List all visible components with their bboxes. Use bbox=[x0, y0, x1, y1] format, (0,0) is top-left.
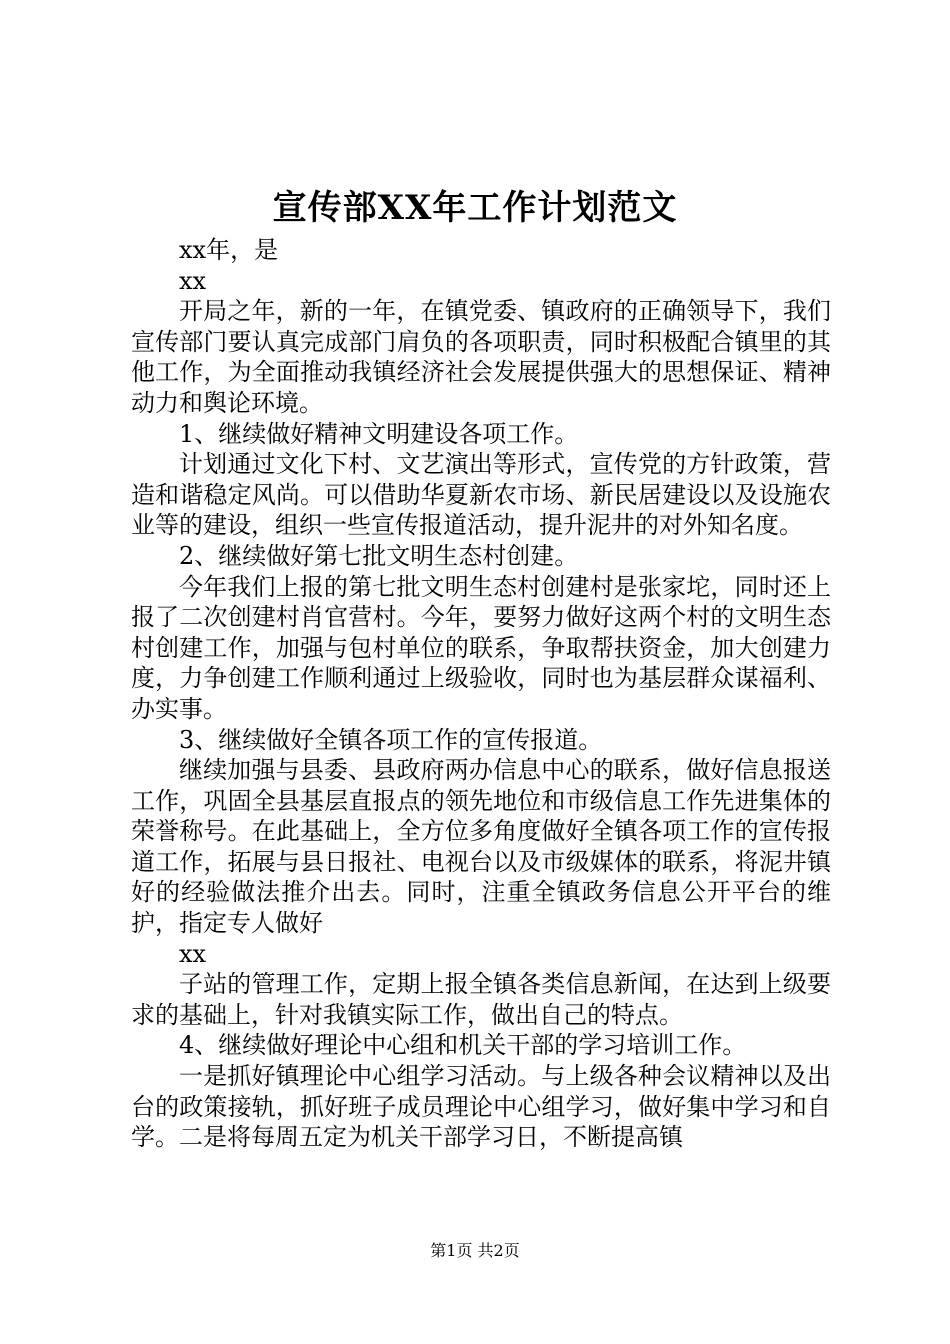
document-title: 宣传部XX年工作计划范文 bbox=[272, 188, 678, 228]
document-body bbox=[131, 235, 831, 1153]
section-heading: 4、继续做好理论中心组和机关干部的学习培训工作。 bbox=[179, 1031, 747, 1060]
paragraph: xx年，是 bbox=[179, 236, 279, 264]
page-footer: 第1页 共2页 bbox=[430, 1241, 520, 1260]
paragraph: xx bbox=[179, 266, 207, 295]
section-heading: 3、继续做好全镇各项工作的宣传报道。 bbox=[179, 725, 603, 754]
paragraph: xx bbox=[179, 939, 207, 968]
paragraph: 一是抓好镇理论中心组学习活动。与上级各种会议精神以及出台的政策接轨，抓好班子成员理论中心组学习，做好集中学习和自学。二是将每周五定为机关干部学习日，不断提高镇 bbox=[131, 1062, 831, 1152]
paragraph: 今年我们上报的第七批文明生态村创建村是张家坨，同时还上报了二次创建村肖官营村。今年，要努力做好这两个村的文明生态村创建工作，加强与包村单位的联系，争取帮扶资金，加大创建力度，力争创建工作顺利通过上级验收，同时也为基层群众谋福利、办实事。 bbox=[131, 572, 831, 723]
paragraph: 继续加强与县委、县政府两办信息中心的联系，做好信息报送工作，巩固全县基层直报点的领先地位和市级信息工作先进集体的荣誉称号。在此基础上，全方位多角度做好全镇各项工作的宣传报道工作，拓展与县日报社、电视台以及市级媒体的联系，将泥井镇好的经验做法推介出去。同时，注重全镇政务信息公开平台的维护，指定专人做好 bbox=[131, 756, 831, 938]
paragraph: 计划通过文化下村、文艺演出等形式，宣传党的方针政策，营造和谐稳定风尚。可以借助华夏新农市场、新民居建设以及设施农业等的建设，组织一些宣传报道活动，提升泥井的对外知名度。 bbox=[131, 450, 831, 540]
paragraph: 开局之年，新的一年，在镇党委、镇政府的正确领导下，我们宣传部门要认真完成部门肩负的各项职责，同时积极配合镇里的其他工作，为全面推动我镇经济社会发展提供强大的思想保证、精神动力和舆论环境。 bbox=[131, 297, 831, 417]
section-heading: 2、继续做好第七批文明生态村创建。 bbox=[179, 541, 579, 570]
section-heading: 1、继续做好精神文明建设各项工作。 bbox=[179, 419, 579, 448]
paragraph: 子站的管理工作，定期上报全镇各类信息新闻，在达到上级要求的基础上，针对我镇实际工作，做出自己的特点。 bbox=[131, 970, 831, 1029]
